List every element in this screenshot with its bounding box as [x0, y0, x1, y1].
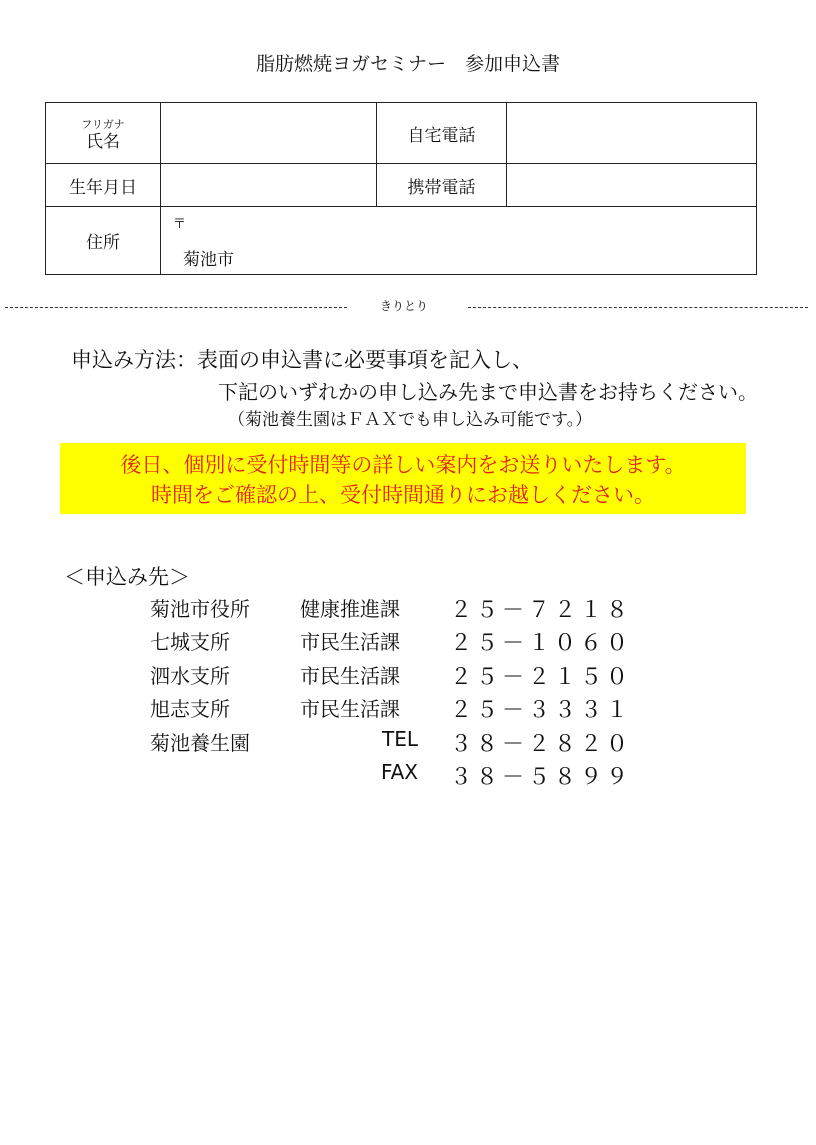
method-line-2: 下記のいずれかの申し込み先まで申込書をお持ちください。 [218, 380, 758, 404]
method-line-3: （菊池養生園はＦＡＸでも申し込み可能です。） [228, 410, 593, 430]
birthdate-field[interactable] [161, 164, 377, 207]
destination-dept: TEL [382, 727, 418, 751]
page-title: 脂肪燃焼ヨガセミナー 参加申込書 [255, 53, 560, 75]
destination-dept: 市民生活課 [300, 664, 400, 688]
destination-office: 菊池養生園 [150, 731, 250, 755]
destination-office: 泗水支所 [150, 664, 230, 688]
furigana-label: フリガナ [81, 117, 125, 131]
city-prefill: 菊池市 [183, 250, 234, 270]
address-field[interactable] [161, 207, 757, 275]
mobile-phone-field[interactable] [507, 164, 757, 207]
home-phone-label: 自宅電話 [377, 103, 507, 164]
notice-box [60, 443, 746, 514]
notice-line-1: 後日、個別に受付時間等の詳しい案内をお送りいたします。 [120, 453, 686, 477]
destinations-heading: ＜申込み先＞ [64, 565, 190, 589]
destination-tel: ２５－７２１８ [450, 598, 633, 623]
birthdate-label: 生年月日 [46, 164, 161, 207]
address-label: 住所 [46, 207, 161, 275]
cut-label: きりとり [379, 299, 428, 313]
destination-office: 菊池市役所 [150, 597, 250, 621]
name-field[interactable] [161, 103, 377, 164]
destination-dept: 市民生活課 [300, 630, 400, 654]
destination-tel: ２５－２１５０ [450, 665, 633, 690]
destination-office: 旭志支所 [150, 697, 230, 721]
destination-tel: ２５－１０６０ [450, 631, 633, 656]
destination-tel: ３８－２８２０ [450, 732, 633, 757]
destination-dept: FAX [380, 760, 418, 784]
destination-dept: 市民生活課 [300, 697, 400, 721]
notice-line-2: 時間をご確認の上、受付時間通りにお越しください。 [151, 483, 655, 507]
cut-line-right [468, 307, 808, 308]
destination-office: 七城支所 [150, 630, 230, 654]
destination-dept: 健康推進課 [300, 597, 400, 621]
name-label-cell [46, 103, 161, 164]
destination-tel: ３８－５８９９ [450, 765, 633, 790]
home-phone-field[interactable] [507, 103, 757, 164]
postal-mark: 〒 [173, 217, 187, 232]
method-line-1: 申込み方法：表面の申込書に必要事項を記入し、 [71, 348, 533, 372]
mobile-phone-label: 携帯電話 [377, 164, 507, 207]
cut-line-left [5, 307, 347, 308]
destination-tel: ２５－３３３１ [450, 698, 633, 723]
application-form [45, 102, 757, 275]
name-label: 氏名 [86, 131, 120, 152]
